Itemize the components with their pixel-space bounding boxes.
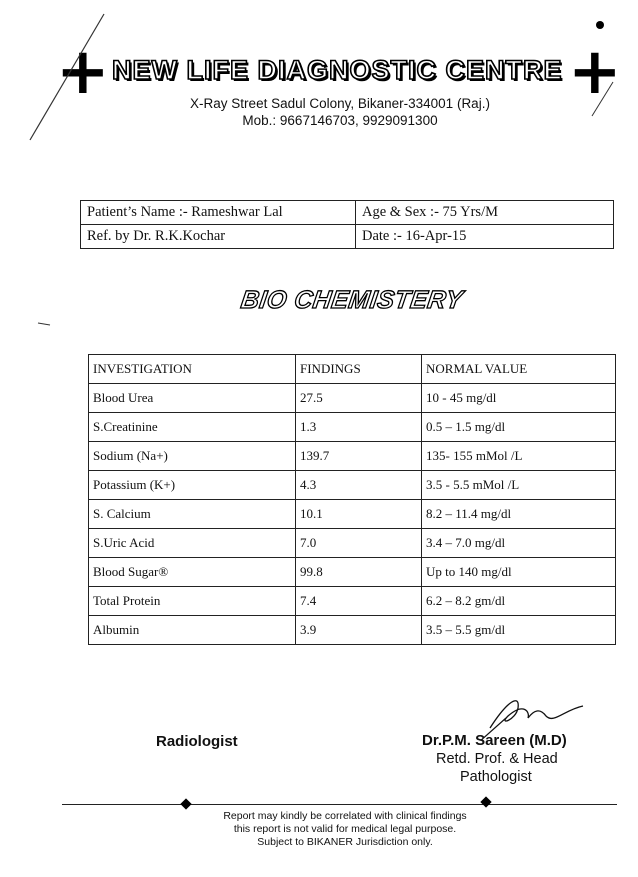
- table-row: [89, 587, 616, 616]
- normal-value-cell: 3.5 - 5.5 mMol /L: [422, 471, 616, 500]
- normal-value-cell: 135- 155 mMol /L: [422, 442, 616, 471]
- table-row: [89, 413, 616, 442]
- normal-value-cell: Up to 140 mg/dl: [422, 558, 616, 587]
- normal-value-cell: 3.5 – 5.5 gm/dl: [422, 616, 616, 645]
- centre-name: NEW LIFE DIAGNOSTIC CENTRE: [112, 55, 563, 85]
- finding-cell: 139.7: [296, 442, 422, 471]
- footer-divider: [62, 804, 617, 805]
- normal-value-cell: 3.4 – 7.0 mg/dl: [422, 529, 616, 558]
- footer-line: this report is not valid for medical legal purpose.: [233, 823, 457, 835]
- table-row: [89, 471, 616, 500]
- header-investigation: INVESTIGATION: [89, 355, 296, 384]
- finding-cell: 7.4: [296, 587, 422, 616]
- doctor-signature-block: [422, 732, 567, 786]
- finding-cell: 4.3: [296, 471, 422, 500]
- investigation-cell: Blood Urea: [89, 384, 296, 413]
- normal-value-cell: 10 - 45 mg/dl: [422, 384, 616, 413]
- footer-note: [180, 810, 510, 849]
- normal-value-cell: 0.5 – 1.5 mg/dl: [422, 413, 616, 442]
- finding-cell: 7.0: [296, 529, 422, 558]
- footer-line: Report may kindly be correlated with clinical findings: [223, 810, 467, 822]
- investigation-cell: Sodium (Na+): [89, 442, 296, 471]
- patient-row: [81, 201, 614, 225]
- normal-value-cell: 8.2 – 11.4 mg/dl: [422, 500, 616, 529]
- table-header-row: [89, 355, 616, 384]
- right-cross-icon: +: [568, 35, 622, 109]
- finding-cell: 10.1: [296, 500, 422, 529]
- doctor-name: Dr.P.M. Sareen (M.D): [422, 732, 567, 749]
- footer-line: Subject to BIKANER Jurisdiction only.: [257, 836, 433, 848]
- investigation-cell: Albumin: [89, 616, 296, 645]
- header-findings: FINDINGS: [296, 355, 422, 384]
- investigation-cell: S.Creatinine: [89, 413, 296, 442]
- investigation-cell: Total Protein: [89, 587, 296, 616]
- investigation-cell: Potassium (K+): [89, 471, 296, 500]
- header-normal-value: NORMAL VALUE: [422, 355, 616, 384]
- biochemistry-table: [88, 354, 616, 645]
- patient-name: Patient’s Name :- Rameshwar Lal: [81, 201, 356, 225]
- mobile-line: Mob.: 9667146703, 9929091300: [242, 113, 438, 128]
- radiologist-label: Radiologist: [156, 733, 238, 750]
- patient-info-table: [80, 200, 614, 249]
- referred-by: Ref. by Dr. R.K.Kochar: [81, 225, 356, 249]
- address-line: X-Ray Street Sadul Colony, Bikaner-334001 (Raj.): [190, 96, 490, 111]
- finding-cell: 27.5: [296, 384, 422, 413]
- table-row: [89, 529, 616, 558]
- table-row: [89, 616, 616, 645]
- doctor-department: Pathologist: [460, 769, 532, 785]
- patient-age-sex: Age & Sex :- 75 Yrs/M: [356, 201, 614, 225]
- finding-cell: 3.9: [296, 616, 422, 645]
- patient-row: [81, 225, 614, 249]
- table-row: [89, 558, 616, 587]
- normal-value-cell: 6.2 – 8.2 gm/dl: [422, 587, 616, 616]
- report-date: Date :- 16-Apr-15: [356, 225, 614, 249]
- left-cross-icon: +: [56, 35, 110, 109]
- investigation-cell: S. Calcium: [89, 500, 296, 529]
- table-row: [89, 442, 616, 471]
- investigation-cell: S.Uric Acid: [89, 529, 296, 558]
- table-row: [89, 384, 616, 413]
- table-row: [89, 500, 616, 529]
- finding-cell: 1.3: [296, 413, 422, 442]
- doctor-designation: Retd. Prof. & Head: [436, 751, 558, 767]
- finding-cell: 99.8: [296, 558, 422, 587]
- report-title: BIO CHEMISTERY: [239, 286, 465, 314]
- investigation-cell: Blood Sugar®: [89, 558, 296, 587]
